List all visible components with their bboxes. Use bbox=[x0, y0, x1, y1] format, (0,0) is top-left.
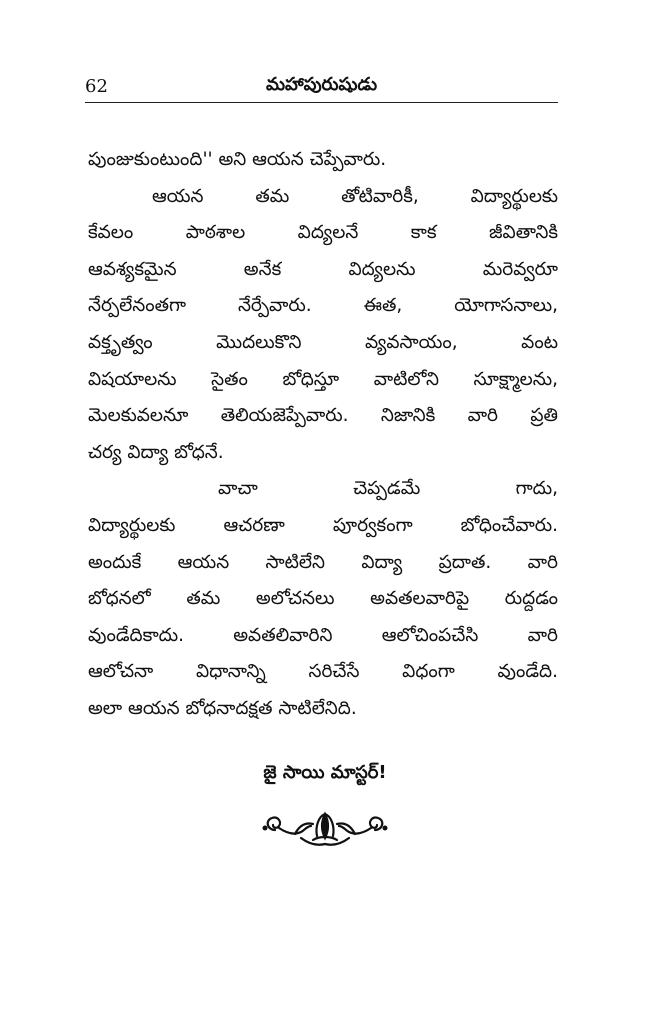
text-line: కేవలం పాఠశాల విద్యలనే కాక జీవితానికి bbox=[88, 222, 558, 244]
text-line: ఆవశ్యకమైన అనేక విద్యలను మరెవ్వరూ bbox=[88, 258, 558, 280]
text-line: చర్య విద్యా బోధనే. bbox=[88, 441, 224, 463]
text-line: బోధనలో తమ అలోచనలు అవతలవారిపై రుద్దడం bbox=[88, 588, 558, 610]
ornament-flourish-icon bbox=[255, 806, 395, 850]
text-line: అందుకే ఆయన సాటిలేని విద్యా ప్రదాత. వారి bbox=[88, 551, 558, 573]
text-line: వక్తృత్వం మొదలుకొని వ్యవసాయం, వంట bbox=[88, 331, 558, 353]
text-line: వుండేదికాదు. అవతలివారిని ఆలోచింపచేసి వారి bbox=[88, 624, 558, 646]
text-line: మెలకువలనూ తెలియజెప్పేవారు. నిజానికి వారి ప్రతి bbox=[88, 405, 558, 427]
page-number: 62 bbox=[85, 76, 108, 97]
text-line: నేర్పలేనంతగా నేర్పేవారు. ఈత, యోగాసనాలు, bbox=[88, 295, 558, 317]
text-line: అలా ఆయన బోధనాదక్షత సాటిలేనిది. bbox=[88, 697, 357, 719]
signoff-text: జై సాయి మాస్టర్! bbox=[263, 762, 387, 783]
text-line: పుంజుకుంటుంది'' అని ఆయన చెప్పేవారు. bbox=[88, 149, 387, 170]
text-line: వాచా చెప్పడమే గాదు, bbox=[218, 478, 558, 500]
text-line: ఆలోచనా విధానాన్ని సరిచేసే విధంగా వుండేది. bbox=[88, 661, 558, 683]
text-line: ఆయన తమ తోటివారికీ, విద్యార్థులకు bbox=[152, 185, 558, 207]
page-header bbox=[85, 72, 558, 103]
text-line: విద్యార్థులకు ఆచరణా పూర్వకంగా బోధించేవారు. bbox=[88, 514, 558, 536]
text-line: విషయాలను సైతం బోధిస్తూ వాటిలోని సూక్ష్మాలను, bbox=[88, 368, 558, 390]
running-title: మహాపురుషుడు bbox=[265, 74, 378, 95]
body-text bbox=[88, 142, 558, 728]
